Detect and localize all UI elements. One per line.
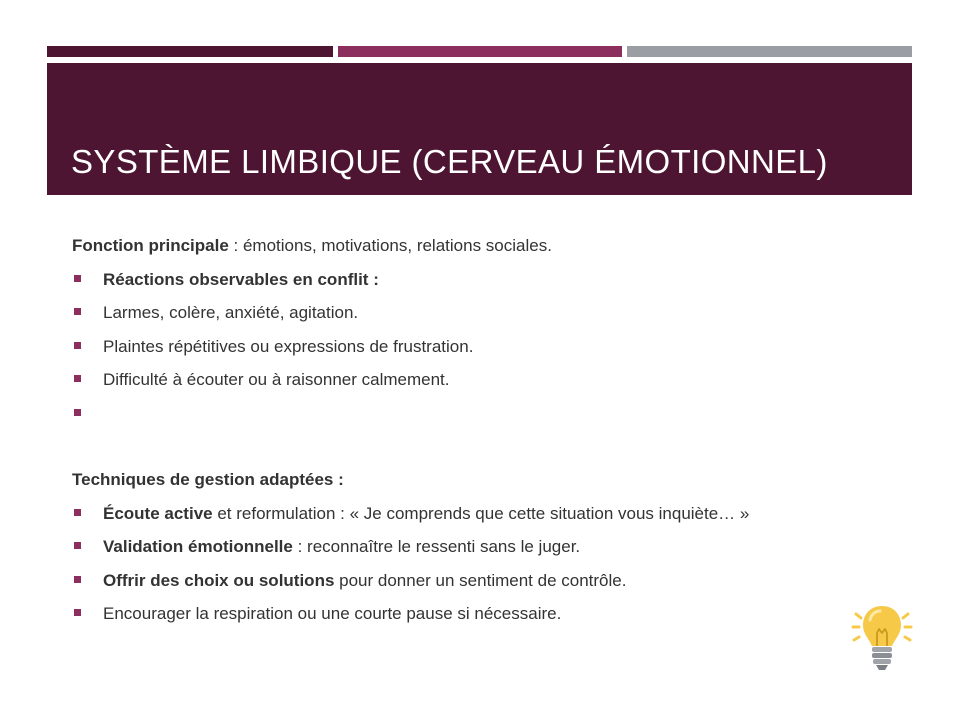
list-item xyxy=(72,401,902,435)
bullet-icon xyxy=(74,308,81,315)
lead-bold: Fonction principale xyxy=(72,236,229,255)
list-item xyxy=(72,568,902,602)
slide-content xyxy=(72,233,902,635)
bullet-icon xyxy=(74,609,81,616)
item-text: Encourager la respiration ou une courte pause si nécessaire. xyxy=(103,604,562,623)
list-item xyxy=(72,534,902,568)
lightbulb-icon xyxy=(850,602,914,674)
bullet-icon xyxy=(74,409,81,416)
section-gap xyxy=(72,434,902,467)
item-text: et reformulation : « Je comprends que cette situation vous inquiète… » xyxy=(212,503,750,523)
item-bold: Offrir des choix ou solutions xyxy=(103,570,335,590)
item-text: Larmes, colère, anxiété, agitation. xyxy=(103,303,359,322)
accent-bar-grey xyxy=(627,46,912,57)
bullet-icon xyxy=(74,576,81,583)
list-item xyxy=(72,300,902,334)
item-text: Difficulté à écouter ou à raisonner calmement. xyxy=(103,370,450,389)
item-text: : reconnaître le ressenti sans le juger. xyxy=(292,537,581,556)
section1-lead xyxy=(72,233,902,267)
bullet-icon xyxy=(74,275,81,282)
list-item xyxy=(72,601,902,635)
lead-text: : émotions, motivations, relations sociales. xyxy=(228,236,552,255)
item-bold: Réactions observables en conflit : xyxy=(103,269,379,289)
item-bold: Écoute active xyxy=(103,503,213,523)
bullet-icon xyxy=(74,542,81,549)
bullet-icon xyxy=(74,375,81,382)
accent-bar-magenta xyxy=(338,46,622,57)
list-item xyxy=(72,267,902,301)
list-item xyxy=(72,501,902,535)
list-item xyxy=(72,367,902,401)
item-bold: Validation émotionnelle xyxy=(103,537,293,556)
title-band xyxy=(47,63,912,195)
item-text: pour donner un sentiment de contrôle. xyxy=(334,570,627,590)
item-text: Plaintes répétitives ou expressions de frustration. xyxy=(103,336,474,356)
bullet-icon xyxy=(74,342,81,349)
bullet-icon xyxy=(74,509,81,516)
accent-bar-dark xyxy=(47,46,333,57)
list-item xyxy=(72,334,902,368)
heading-bold: Techniques de gestion adaptées : xyxy=(72,470,344,489)
section2-heading xyxy=(72,467,902,501)
slide-title: SYSTÈME LIMBIQUE (CERVEAU ÉMOTIONNEL) xyxy=(71,143,828,180)
